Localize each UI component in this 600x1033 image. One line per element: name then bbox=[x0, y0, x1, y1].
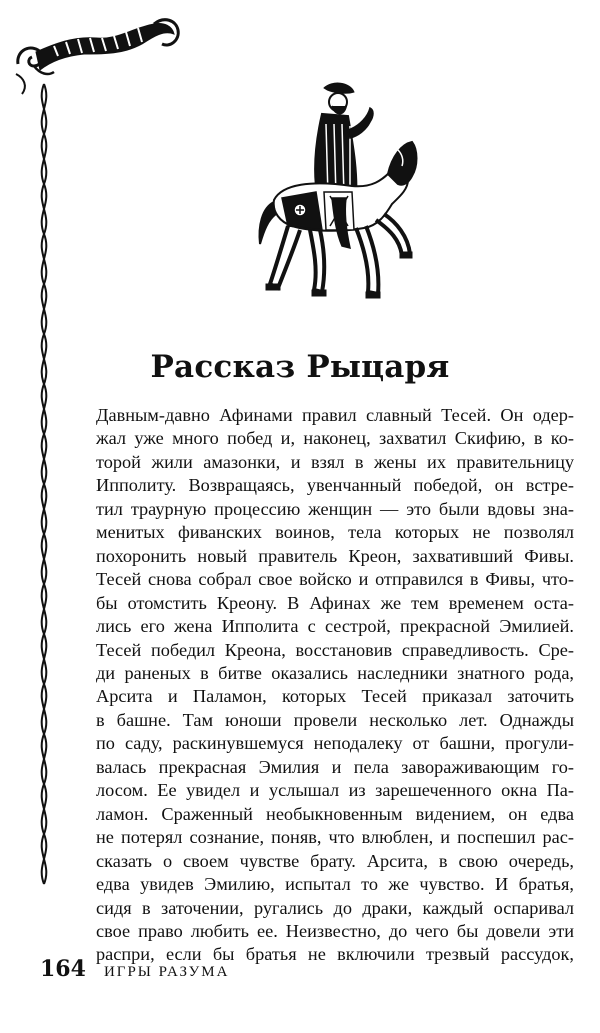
text-line: торой жили амазонки, и взял в жены их правительницу bbox=[96, 451, 574, 472]
text-line: Тесей снова собрал свое войско и отправился в Фивы, что- bbox=[96, 569, 574, 590]
text-line: похоронить новый правитель Креон, захвативший Фивы. bbox=[96, 545, 574, 566]
text-line: свое право любить ее. Неизвестно, до чего бы довели эти bbox=[96, 920, 574, 941]
text-line: Тесей победил Креона, восстановив справедливость. Сре- bbox=[96, 639, 574, 660]
text-line: лосом. Ее увидел и услышал из зарешеченного окна Па- bbox=[96, 780, 574, 801]
text-line: валась прекрасная Эмилия и пела завораживающим го- bbox=[96, 756, 574, 777]
text-line: по саду, раскинувшемуся неподалеку от башни, прогули- bbox=[96, 733, 574, 754]
text-line: тил траурную процессию женщин — это были вдовы зна- bbox=[96, 498, 574, 519]
ribbon-banner-icon bbox=[16, 20, 178, 94]
page-footer bbox=[40, 956, 229, 986]
text-line: жал уже много побед и, наконец, захватил Скифию, в ко- bbox=[96, 428, 574, 449]
text-line: лись его жена Ипполита с сестрой, прекрасной Эмилией. bbox=[96, 616, 574, 637]
text-line: в башне. Там юноши провели несколько лет. Однажды bbox=[96, 709, 574, 730]
text-line: ламон. Сраженный необыкновенным видением, он едва bbox=[96, 803, 574, 824]
knight-on-horse-illustration bbox=[252, 80, 422, 310]
text-line: бы отомстить Креону. В Афинах же тем временем оста- bbox=[96, 592, 574, 613]
page-number: 164 bbox=[40, 956, 86, 982]
chapter-title: Рассказ Рыцаря bbox=[150, 348, 450, 385]
text-line: менитых фиванских воинов, тела которых не позволял bbox=[96, 522, 574, 543]
text-line: едва увидев Эмилию, испытал то же чувство. И братья, bbox=[96, 874, 574, 895]
text-line: сказать о своем чувстве брату. Арсита, в свою очередь, bbox=[96, 850, 574, 871]
running-head: ИГРЫ РАЗУМА bbox=[103, 964, 230, 980]
text-line: Давным-давно Афинами правил славный Тесей. Он одер- bbox=[96, 405, 574, 425]
text-line: Арсита и Паламон, которых Тесей приказал заточить bbox=[96, 686, 574, 707]
body-text bbox=[96, 404, 574, 967]
text-line: распри, если бы братья не включили трезвый рассудок, bbox=[96, 944, 574, 965]
text-line: не потерял сознание, поняв, что влюблен, и поспешил рас- bbox=[96, 827, 574, 848]
chain-border-icon bbox=[42, 84, 47, 884]
text-line: ди раненых в битве оказались наследники знатного рода, bbox=[96, 662, 574, 683]
text-line: Ипполиту. Возвращаясь, увенчанный победой, он встре- bbox=[96, 475, 574, 496]
text-line: сидя в заточении, ругались до драки, каждый оспаривал bbox=[96, 897, 574, 918]
